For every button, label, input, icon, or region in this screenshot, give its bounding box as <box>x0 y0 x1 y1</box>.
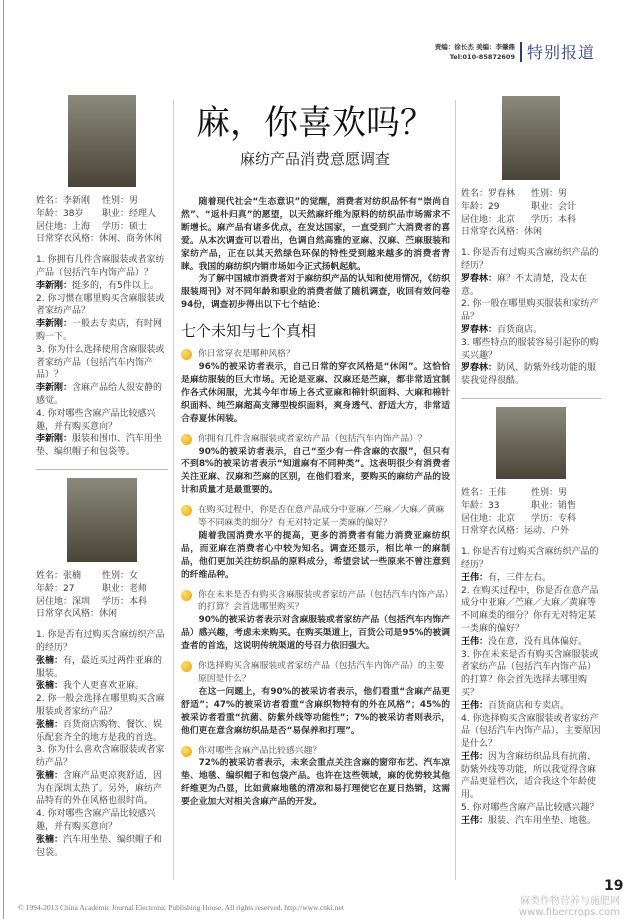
qa-text: 挺多的，有5件以上。 <box>72 280 159 291</box>
question <box>36 629 168 655</box>
qa-text: 4. 你对哪些含麻产品比较感兴趣，并有购买意向？ <box>36 809 156 833</box>
profile-edu: 学历：本科 <box>531 214 577 225</box>
answer <box>461 636 601 649</box>
qa-text: 3. 你为什么喜欢含麻服装或者家纺产品？ <box>36 745 165 769</box>
left-column <box>36 95 168 859</box>
qa-text: 服装和围巾、汽车用坐垫、编织帽子和包袋等。 <box>36 434 163 458</box>
editor-info <box>435 42 515 62</box>
interviewee-photo <box>502 96 560 180</box>
finding-answer: 随着我国消费水平的提高，更多的消费者有能力消费亚麻纺织品，而亚麻在消费者心中较为知名。调查还显示，相比单一的麻制品，他们更加关注纺织品的原料成分，希望尝试一些原来不曾注意到的纤维品种。 <box>181 530 450 580</box>
section-title: 七个未知与七个真相 <box>181 322 317 341</box>
qa-text: 2. 你一般会选择在哪里购买含麻服装或者家纺产品？ <box>36 694 165 717</box>
question <box>36 344 168 382</box>
qa-text: 百货商店购物、餐饮、娱乐配套齐全的地方是我的首选。 <box>36 719 163 743</box>
page-number: 19 <box>604 878 624 894</box>
qa-text: 百货商店。 <box>497 324 543 335</box>
orange-bullet-icon <box>181 349 192 360</box>
question <box>36 808 168 834</box>
answer <box>461 324 601 337</box>
qa-text: 没在意，没有具体偏好。 <box>488 636 588 647</box>
profile-style: 日常穿衣风格：休闲 <box>461 227 543 238</box>
profile-edu: 学历：专科 <box>531 513 577 524</box>
findings-list <box>181 348 450 809</box>
question <box>461 337 601 363</box>
question-text: 你拥有几件含麻服装或者家纺产品（包括汽车内饰产品）？ <box>198 433 427 444</box>
question <box>461 802 601 815</box>
finding-answer: 72%的被采访者表示，未来会重点关注含麻的窗帘布艺、汽车凉垫、地毯、编织帽子和包袋产品。也许在这些领域，麻的优势较其他纤维更为凸显，比如黄麻地毯的清凉和易打理使它在夏日热销，这需要企业加大对相关含麻产品的开发。 <box>181 758 450 808</box>
qa-text: 4. 你选择购买含麻服装或者家纺产品（包括汽车内饰产品），主要原因是什么？ <box>461 713 601 750</box>
respondent-name: 罗春林： <box>461 273 498 284</box>
answer <box>36 280 168 293</box>
profile-job: 职业：老师 <box>102 583 148 594</box>
qa-text: 防风、防紫外线功能的服装我觉得很酷。 <box>461 363 597 387</box>
respondent-name: 李新刚： <box>36 383 73 394</box>
question <box>461 298 601 324</box>
watermark <box>470 896 620 918</box>
respondent-name: 王伟： <box>461 751 489 762</box>
qa-text: 麻？不太清楚，没太在意。 <box>461 273 588 297</box>
qa-text: 百货商店和专卖店。 <box>488 700 570 711</box>
respondent-name: 李新刚： <box>36 319 73 330</box>
finding-answer: 90%的被采访者表示，自己“至少有一件含麻的衣服”，但只有不到8%的被采访者表示“知道麻有不同种类”。这表明很少有消费者关注亚麻、汉麻和苎麻的区别，在他们看来，要购买的麻纺产品的设计和质量才是最重要的。 <box>181 446 450 496</box>
respondent-name: 张楠： <box>36 681 64 692</box>
question-text: 你对哪些含麻产品比较感兴趣？ <box>198 745 322 756</box>
right-column <box>461 96 601 828</box>
question-text: 你日常穿衣是哪种风格？ <box>198 349 295 360</box>
question <box>461 585 601 636</box>
header-bar <box>520 42 522 62</box>
question <box>461 546 601 572</box>
profile-job: 职业：会计 <box>531 201 577 212</box>
profile-age: 年龄：38岁 <box>36 208 84 219</box>
intro-paragraph: 为了解中国城市消费者对于麻纺织产品的认知和使用情况，《纺织服装周刊》对不同年龄和职业的消费者做了随机调查，收回有效问卷94份，调查初步得出以下七个结论： <box>181 274 450 311</box>
answer <box>36 655 168 681</box>
respondent-name: 王伟： <box>461 572 489 583</box>
answer <box>36 382 168 408</box>
profile-age: 年龄：33 <box>461 500 500 511</box>
interview-qa <box>36 254 168 459</box>
answer <box>36 834 168 860</box>
intro-paragraph: 随着现代社会“生态意识”的觉醒，消费者对纺织品怀有“崇尚自然”、“返朴归真”的愿望，以天然麻纤维为原料的纺织品市场需求不断增长。麻产品有诸多优点，在发达国家，一直受到广大消费者的喜爱。从本次调查可以看出，色调自然高雅的亚麻、汉麻、苎麻服装和家纺产品，正在以其天然绿色环保的特性受到越来越多的消费者青睐。我国的麻纺织内销市场如今正式扬帆起航。 <box>181 197 450 272</box>
orange-bullet-icon <box>181 505 192 516</box>
watermark-text: 麻类作物营养与施肥网 <box>520 896 620 907</box>
finding-answer: 在这一问题上，有90%的被采访者表示，他们看重“含麻产品更舒适”；47%的被采访者看重“含麻织物特有的外在风格”；45%的被采访者看重“抗菌、防紫外线等功能性”；7%的被采访者则表示，他们更在意含麻纺织品是否“易保养和打理”。 <box>181 686 450 736</box>
qa-text: 3. 你在未来是否有购买含麻服装或者家纺产品（包括汽车内饰产品）的打算？你会首先选择去哪里购买？ <box>461 649 599 698</box>
qa-text: 含麻产品给人很安静的感觉。 <box>36 383 163 406</box>
profile-edu: 学历：硕士 <box>102 221 148 232</box>
finding-answer: 90%的被采访者表示对含麻服装或者家纺产品（包括汽车内饰产品）感兴趣，考虑未来购买。在购买渠道上，百货公司是95%的被调查者的首选，这说明传统渠道的号召力依旧强大。 <box>181 615 450 652</box>
qa-text: 一般去专卖店，有时网购一下。 <box>36 319 163 342</box>
article-subtitle: 麻纺产品消费意愿调查 <box>239 150 390 168</box>
finding-question <box>181 504 450 530</box>
interview-qa <box>36 629 168 859</box>
profile-style: 日常穿衣风格：休闲 <box>36 609 118 620</box>
respondent-name: 李新刚： <box>36 280 73 291</box>
divider-line <box>461 398 601 399</box>
qa-text: 我个人更喜欢亚麻。 <box>63 681 145 692</box>
answer <box>461 751 601 802</box>
profile-gender: 性别：女 <box>102 570 139 581</box>
respondent-name: 罗春林： <box>461 363 498 374</box>
profile-style: 日常穿衣风格：运动、户外 <box>461 526 570 537</box>
interviewee-photo <box>496 407 566 479</box>
profile-name: 姓名：罗春林 <box>461 189 516 199</box>
question-text: 你选择购买含麻服装或者家纺产品（包括汽车内饰产品）的主要原因是什么？ <box>198 661 445 684</box>
answer <box>36 318 168 344</box>
question <box>36 293 168 319</box>
interviewee-photo <box>68 95 136 187</box>
profile-job: 职业：经理人 <box>102 208 157 219</box>
qa-text: 汽车用坐垫、编织帽子和包袋。 <box>36 834 163 858</box>
respondent-name: 张楠： <box>36 655 64 666</box>
qa-text: 服装、汽车用坐垫、地毯。 <box>488 815 597 826</box>
answer <box>36 719 168 745</box>
respondent-name: 李新刚： <box>36 434 73 445</box>
qa-text: 含麻产品更凉爽舒适，因为在深圳太热了。另外，麻纺产品特有的外在风格也很时尚。 <box>36 770 163 807</box>
respondent-name: 王伟： <box>461 636 489 647</box>
question <box>36 408 168 434</box>
qa-text: 3. 你为什么选择使用含麻服装或者家纺产品（包括汽车内饰产品）？ <box>36 344 165 381</box>
profile-name: 姓名：张楠 <box>36 570 82 581</box>
respondent-name: 张楠： <box>36 834 64 845</box>
answer <box>36 770 168 808</box>
interviewee-profile <box>36 570 168 621</box>
orange-bullet-icon <box>181 434 192 445</box>
profile-gender: 性别：男 <box>102 196 139 206</box>
qa-text: 1. 你是否有过购买含麻纺织产品的经历？ <box>461 547 599 570</box>
orange-bullet-icon <box>181 661 192 672</box>
respondent-name: 张楠： <box>36 719 64 730</box>
finding-question <box>181 660 450 686</box>
profile-city: 居住地：深圳 <box>36 596 91 607</box>
qa-text: 2. 你习惯在哪里购买含麻服装或者家纺产品？ <box>36 293 165 317</box>
answer <box>36 433 168 459</box>
profile-name: 姓名：李新刚 <box>36 196 91 206</box>
finding-answer: 96%的被采访者表示，自己日常的穿衣风格是“休闲”。这恰恰是麻纺服装的巨大市场。无论是亚麻、汉麻还是苎麻，都非常适宜制作各式休闲服，尤其今年市场上各式亚麻和棉针织面料、大麻和棉针织面料、纯苎麻超高支薄型梭织面料，爽身透气、舒适大方，非常适合春夏休闲装。 <box>181 362 450 424</box>
article-body <box>181 196 450 809</box>
finding-question <box>181 589 450 615</box>
interviewee-profile <box>461 487 601 538</box>
interviewee <box>461 407 601 828</box>
article-title: 麻，你喜欢吗？ <box>196 103 434 143</box>
interviewee-profile <box>36 195 168 246</box>
page-header <box>435 40 595 63</box>
question-text: 你在未来是否有购买含麻服装或者家纺产品（包括汽车内饰产品）的打算？会首选哪里购买？ <box>198 589 449 613</box>
profile-age: 年龄：27 <box>36 583 75 594</box>
answer <box>461 273 601 299</box>
question <box>36 693 168 719</box>
interview-qa <box>461 546 601 828</box>
orange-bullet-icon <box>181 590 192 601</box>
respondent-name: 王伟： <box>461 700 489 711</box>
interviewee-profile <box>461 188 601 239</box>
qa-text: 3. 哪些特点的服装容易引起你的购买兴趣？ <box>461 337 599 361</box>
respondent-name: 王伟： <box>461 815 489 826</box>
qa-text: 1. 你是否有过购买含麻纺织产品的经历？ <box>36 630 165 653</box>
question-text: 在购买过程中，你是否在意产品成分中亚麻／苎麻／大麻／黄麻等不同麻类的细分？有无对特定某一类麻的偏好？ <box>198 505 445 529</box>
respondent-name: 罗春林： <box>461 324 498 335</box>
interviewee <box>461 96 601 399</box>
page-edge-line <box>3 0 4 919</box>
finding-question <box>181 348 450 361</box>
answer <box>461 572 601 585</box>
profile-style: 日常穿衣风格：休闲、商务休闲 <box>36 234 163 245</box>
question <box>36 254 168 280</box>
interviewee-photo <box>67 478 137 562</box>
qa-text: 有，三件左右。 <box>488 572 552 583</box>
finding-question <box>181 433 450 446</box>
column-divider <box>173 100 174 880</box>
answer <box>461 700 601 713</box>
answer <box>36 680 168 693</box>
profile-gender: 性别：男 <box>531 189 568 199</box>
column-divider <box>455 100 456 880</box>
question <box>461 649 601 700</box>
question <box>36 744 168 770</box>
qa-text: 4. 你对哪些含麻产品比较感兴趣，并有购买意向？ <box>36 408 156 432</box>
qa-text: 因为含麻纺织品具有抗菌、防紫外线等功能，所以我觉得含麻产品更显档次，适合我这个年龄使用。 <box>461 751 597 801</box>
qa-text: 2. 你一般在哪里购买服装和家纺产品？ <box>461 299 599 323</box>
section-label: 特别报道 <box>526 43 595 62</box>
interview-qa <box>461 247 601 388</box>
profile-gender: 性别：男 <box>531 487 568 498</box>
divider-line <box>36 469 168 470</box>
copyright: © 1994-2013 China Academic Journal Electronic Publishing House. All rights reserved. http://www.cnki.net <box>18 903 344 912</box>
answer <box>461 362 601 388</box>
profile-city: 居住地：上海 <box>36 221 91 232</box>
qa-text: 1. 你是否有过购买含麻纺织产品的经历？ <box>461 248 599 271</box>
qa-text: 1. 你拥有几件含麻服装或者家纺产品（包括汽车内饰产品）？ <box>36 255 165 278</box>
orange-bullet-icon <box>181 746 192 757</box>
qa-text: 5. 你对哪些含麻产品比较感兴趣？ <box>461 803 599 814</box>
answer <box>461 815 601 828</box>
profile-age: 年龄：29 <box>461 201 500 212</box>
qa-text: 2. 在购买过程中，你是否在意产品成分中亚麻／苎麻／大麻／黄麻等不同麻类的细分？你有无对特定某一类麻的偏好？ <box>461 585 599 634</box>
telephone: Tel:010-85872609 <box>449 52 515 61</box>
question <box>461 247 601 273</box>
profile-edu: 学历：本科 <box>102 596 148 607</box>
qa-text: 有，最近买过两件亚麻的服装。 <box>36 655 163 679</box>
editors: 责编：徐长杰 美编：李肇鼎 <box>434 42 515 51</box>
watermark-url: www.fibercrops.com <box>518 907 620 918</box>
interviewee <box>36 95 168 470</box>
interviewee <box>36 478 168 860</box>
finding-question <box>181 745 450 758</box>
profile-city: 居住地：北京 <box>461 513 516 524</box>
profile-job: 职业：销售 <box>531 500 577 511</box>
profile-city: 居住地：北京 <box>461 214 516 225</box>
respondent-name: 张楠： <box>36 770 64 781</box>
question <box>461 713 601 751</box>
profile-name: 姓名：王伟 <box>461 487 507 498</box>
